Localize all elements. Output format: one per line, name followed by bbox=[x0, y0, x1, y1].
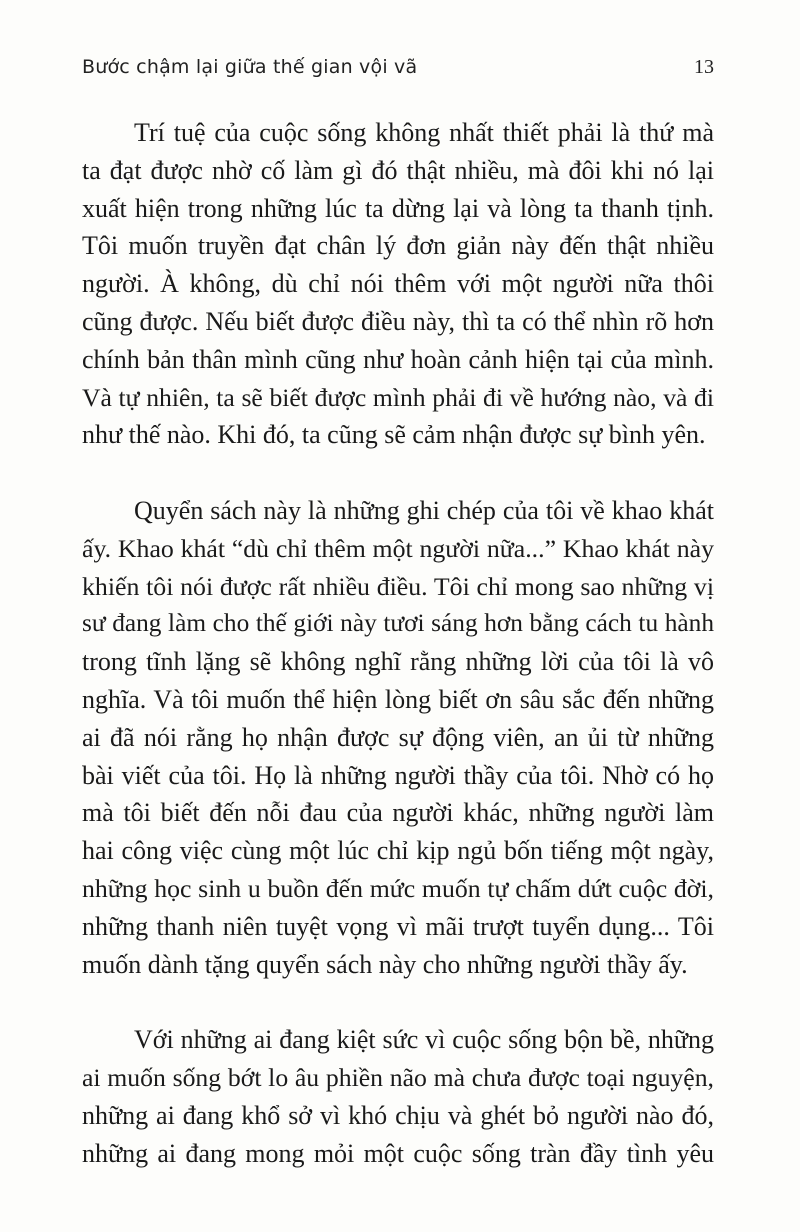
text-line: cũng được. Nếu biết được điều này, thì ta có thể nhìn rõ hơn bbox=[82, 306, 714, 336]
text-line: những ai đang mong mỏi một cuộc sống tràn đầy tình yêu bbox=[82, 1138, 714, 1168]
text-line: Tôi muốn truyền đạt chân lý đơn giản này đến thật nhiều bbox=[82, 231, 714, 261]
text-line: mà tôi biết đến nỗi đau của người khác, những người làm bbox=[82, 798, 714, 828]
paragraph-3 bbox=[82, 1021, 714, 1172]
text-line: hai công việc cùng một lúc chỉ kịp ngủ bốn tiếng một ngày, bbox=[82, 836, 714, 866]
text-line: khiến tôi nói được rất nhiều điều. Tôi chỉ mong sao những vị bbox=[82, 571, 714, 601]
text-line: Trí tuệ của cuộc sống không nhất thiết phải là thứ mà bbox=[134, 118, 714, 147]
body-text bbox=[82, 114, 714, 1172]
text-line: trong tĩnh lặng sẽ không nghĩ rằng những lời của tôi là vô bbox=[82, 647, 714, 677]
book-title: Bước chậm lại giữa thế gian vội vã bbox=[82, 56, 418, 78]
text-line: muốn dành tặng quyển sách này cho những người thầy ấy. bbox=[82, 949, 688, 979]
text-line: nghĩa. Và tôi muốn thể hiện lòng biết ơn sâu sắc đến những bbox=[82, 684, 714, 714]
text-line: sư đang làm cho thế giới này tươi sáng hơn bằng cách tu hành bbox=[82, 609, 714, 638]
text-line: ai đã nói rằng họ nhận được sự động viên, an ủi từ những bbox=[82, 722, 714, 752]
text-line: như thế nào. Khi đó, ta cũng sẽ cảm nhận được sự bình yên. bbox=[82, 420, 706, 450]
text-line: những thanh niên tuyệt vọng vì mãi trượt tuyển dụng... Tôi bbox=[82, 911, 714, 941]
running-header bbox=[82, 56, 714, 86]
page-number: 13 bbox=[694, 56, 714, 78]
text-line: Quyển sách này là những ghi chép của tôi về khao khát bbox=[134, 495, 714, 525]
text-line: Với những ai đang kiệt sức vì cuộc sống bộn bề, những bbox=[134, 1025, 714, 1055]
paragraph-1 bbox=[82, 114, 714, 454]
text-line: những học sinh u buồn đến mức muốn tự chấm dứt cuộc đời, bbox=[82, 873, 714, 903]
paragraph-2 bbox=[82, 492, 714, 983]
text-line: những ai đang khổ sở vì khó chịu và ghét bỏ người nào đó, bbox=[82, 1100, 714, 1130]
text-line: ai muốn sống bớt lo âu phiền não mà chưa được toại nguyện, bbox=[82, 1062, 714, 1092]
text-line: xuất hiện trong những lúc ta dừng lại và lòng ta thanh tịnh. bbox=[82, 193, 714, 223]
text-line: ta đạt được nhờ cố làm gì đó thật nhiều, mà đôi khi nó lại bbox=[82, 155, 714, 185]
text-line: người. À không, dù chỉ nói thêm với một người nữa thôi bbox=[82, 269, 714, 299]
text-line: bài viết của tôi. Họ là những người thầy của tôi. Nhờ có họ bbox=[82, 760, 714, 790]
text-line: ấy. Khao khát “dù chỉ thêm một người nữa...” Khao khát này bbox=[82, 533, 714, 563]
text-line: chính bản thân mình cũng như hoàn cảnh hiện tại của mình. bbox=[82, 344, 714, 374]
text-line: Và tự nhiên, ta sẽ biết được mình phải đi về hướng nào, và đi bbox=[82, 382, 714, 412]
